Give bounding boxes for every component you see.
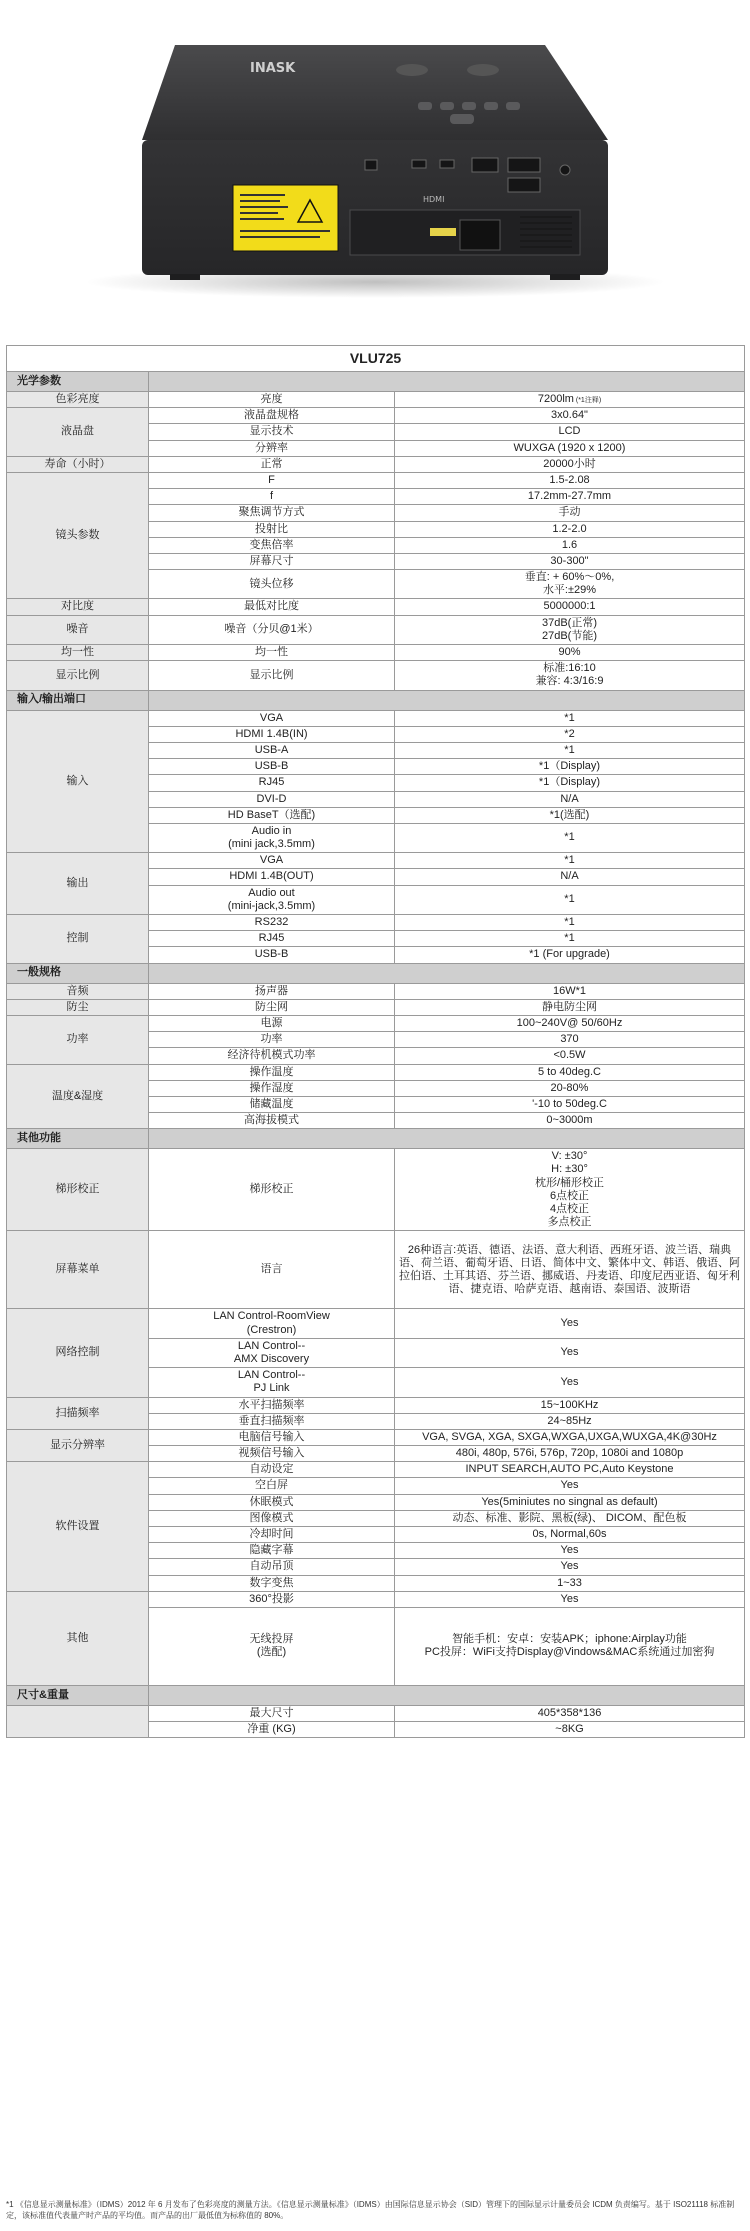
spec-item: 电脑信号输入 <box>149 1429 395 1445</box>
spec-item: HD BaseT（选配) <box>149 807 395 823</box>
spec-item: 语言 <box>149 1231 395 1309</box>
section-heading-filler <box>149 1129 745 1149</box>
spec-value: Yes <box>395 1559 745 1575</box>
spec-item: 投射比 <box>149 521 395 537</box>
spec-item: 高海拔模式 <box>149 1113 395 1129</box>
spec-item: LAN Control-RoomView (Crestron) <box>149 1309 395 1338</box>
spec-value: 17.2mm-27.7mm <box>395 489 745 505</box>
spec-item: 液晶盘规格 <box>149 408 395 424</box>
section-heading-filler <box>149 690 745 710</box>
spec-value: 26种语言:英语、德语、法语、意大利语、西班牙语、波兰语、瑞典语、荷兰语、葡萄牙语、日语、简体中文、繁体中文、韩语、俄语、阿拉伯语、土耳其语、芬兰语、挪威语、丹麦语、印度尼西亚语、匈牙利语、捷克语、哈萨克语、越南语、泰国语、波斯语 <box>395 1231 745 1309</box>
spec-value: 30-300" <box>395 553 745 569</box>
spec-row <box>7 661 745 690</box>
spec-row <box>7 1231 745 1309</box>
spec-item: VGA <box>149 853 395 869</box>
spec-value: Yes <box>395 1543 745 1559</box>
spec-item: HDMI 1.4B(OUT) <box>149 869 395 885</box>
spec-value: 24~85Hz <box>395 1413 745 1429</box>
spec-item: 自动吊顶 <box>149 1559 395 1575</box>
spec-item: 隐藏字幕 <box>149 1543 395 1559</box>
spec-value: *1（Display) <box>395 775 745 791</box>
spec-value: *1 (For upgrade) <box>395 947 745 963</box>
spec-item: 图像模式 <box>149 1510 395 1526</box>
spec-category: 均一性 <box>7 645 149 661</box>
spec-item: 净重 (KG) <box>149 1722 395 1738</box>
spec-row <box>7 1015 745 1031</box>
spec-title-row <box>7 346 745 372</box>
spec-value: 37dB(正常) 27dB(节能) <box>395 615 745 644</box>
spec-item: 操作湿度 <box>149 1080 395 1096</box>
spec-item: 功率 <box>149 1032 395 1048</box>
spec-item: LAN Control-- AMX Discovery <box>149 1338 395 1367</box>
spec-item: 镜头位移 <box>149 570 395 599</box>
spec-value: LCD <box>395 424 745 440</box>
spec-value: *2 <box>395 726 745 742</box>
spec-value: *1(选配) <box>395 807 745 823</box>
spec-value: Yes <box>395 1478 745 1494</box>
spec-value: Yes <box>395 1368 745 1397</box>
section-header-row <box>7 1685 745 1705</box>
projector-illustration <box>0 0 750 340</box>
spec-category: 温度&湿度 <box>7 1064 149 1129</box>
section-heading: 其他功能 <box>7 1129 149 1149</box>
spec-value: 静电防尘网 <box>395 999 745 1015</box>
spec-value: WUXGA (1920 x 1200) <box>395 440 745 456</box>
spec-item: 数字变焦 <box>149 1575 395 1591</box>
spec-category: 色彩亮度 <box>7 392 149 408</box>
spec-value: *1 <box>395 853 745 869</box>
spec-item: 储藏温度 <box>149 1096 395 1112</box>
spec-value: 100~240V@ 50/60Hz <box>395 1015 745 1031</box>
spec-value: V: ±30° H: ±30° 枕形/桶形校正 6点校正 4点校正 多点校正 <box>395 1149 745 1231</box>
section-header-row <box>7 372 745 392</box>
spec-value: 90% <box>395 645 745 661</box>
spec-category: 寿命（小时） <box>7 456 149 472</box>
spec-note: (*1注释) <box>573 397 602 404</box>
spec-value: 3x0.64" <box>395 408 745 424</box>
spec-category: 网络控制 <box>7 1309 149 1397</box>
spec-value: 动态、标准、影院、黑板(绿)、 DICOM、配色板 <box>395 1510 745 1526</box>
spec-value: INPUT SEARCH,AUTO PC,Auto Keystone <box>395 1462 745 1478</box>
spec-item: 最低对比度 <box>149 599 395 615</box>
spec-value: *1 <box>395 915 745 931</box>
spec-item: F <box>149 472 395 488</box>
spec-value: Yes <box>395 1591 745 1607</box>
spec-row <box>7 456 745 472</box>
spec-item: 经济待机模式功率 <box>149 1048 395 1064</box>
product-image <box>0 0 750 340</box>
spec-item: 亮度 <box>149 392 395 408</box>
section-heading-filler <box>149 1685 745 1705</box>
spec-value: *1（Display) <box>395 759 745 775</box>
spec-item: 显示比例 <box>149 661 395 690</box>
spec-item: 最大尺寸 <box>149 1705 395 1721</box>
spec-item: USB-B <box>149 759 395 775</box>
spec-item: Audio in (mini jack,3.5mm) <box>149 823 395 852</box>
spec-item: 屏幕尺寸 <box>149 553 395 569</box>
spec-category: 液晶盘 <box>7 408 149 457</box>
spec-item: 变焦倍率 <box>149 537 395 553</box>
brand-logo: INASK <box>250 61 296 76</box>
spec-category: 显示比例 <box>7 661 149 690</box>
spec-value: 1.2-2.0 <box>395 521 745 537</box>
spec-category: 音频 <box>7 983 149 999</box>
spec-value: VGA, SVGA, XGA, SXGA,WXGA,UXGA,WUXGA,4K@30Hz <box>395 1429 745 1445</box>
spec-item: HDMI 1.4B(IN) <box>149 726 395 742</box>
spec-item: 休眠模式 <box>149 1494 395 1510</box>
spec-item: 分辨率 <box>149 440 395 456</box>
spec-category: 控制 <box>7 915 149 964</box>
spec-row <box>7 1309 745 1338</box>
spec-item: 空白屏 <box>149 1478 395 1494</box>
spec-row <box>7 1397 745 1413</box>
spec-item: f <box>149 489 395 505</box>
spec-item: 垂直扫描频率 <box>149 1413 395 1429</box>
spec-item: 梯形校正 <box>149 1149 395 1231</box>
spec-category: 梯形校正 <box>7 1149 149 1231</box>
spec-category: 功率 <box>7 1015 149 1064</box>
spec-value: 5000000:1 <box>395 599 745 615</box>
spec-item: 360°投影 <box>149 1591 395 1607</box>
spec-value: 智能手机：安卓：安装APK；iphone:Airplay功能 PC投屏：WiFi支持Display@Vindows&MAC系统通过加密狗 <box>395 1607 745 1685</box>
spec-row <box>7 1705 745 1721</box>
spec-item: 水平扫描频率 <box>149 1397 395 1413</box>
spec-value: '-10 to 50deg.C <box>395 1096 745 1112</box>
spec-row <box>7 1429 745 1445</box>
spec-category: 噪音 <box>7 615 149 644</box>
spec-value: 5 to 40deg.C <box>395 1064 745 1080</box>
spec-item: 自动设定 <box>149 1462 395 1478</box>
spec-row <box>7 392 745 408</box>
spec-row <box>7 408 745 424</box>
spec-value: <0.5W <box>395 1048 745 1064</box>
spec-row <box>7 1462 745 1478</box>
section-header-row <box>7 690 745 710</box>
spec-row <box>7 645 745 661</box>
spec-value: 标准:16:10 兼容: 4:3/16:9 <box>395 661 745 690</box>
spec-value: 16W*1 <box>395 983 745 999</box>
spec-value: Yes <box>395 1309 745 1338</box>
spec-value: 480i, 480p, 576i, 576p, 720p, 1080i and 1080p <box>395 1446 745 1462</box>
spec-row <box>7 1064 745 1080</box>
spec-value: *1 <box>395 885 745 914</box>
spec-value: 垂直: + 60%～0%, 水平:±29% <box>395 570 745 599</box>
spec-table <box>6 345 745 1738</box>
section-header-row <box>7 963 745 983</box>
projector-top <box>142 45 608 140</box>
section-heading: 输入/输出端口 <box>7 690 149 710</box>
spec-item: 均一性 <box>149 645 395 661</box>
spec-value: 20-80% <box>395 1080 745 1096</box>
spec-item: 视频信号输入 <box>149 1446 395 1462</box>
section-heading-filler <box>149 963 745 983</box>
spec-row <box>7 983 745 999</box>
spec-row <box>7 615 745 644</box>
hdmi-port-label: HDMI <box>423 195 445 204</box>
spec-row <box>7 1149 745 1231</box>
spec-category: 屏幕菜单 <box>7 1231 149 1309</box>
spec-item: LAN Control-- PJ Link <box>149 1368 395 1397</box>
section-heading: 一般规格 <box>7 963 149 983</box>
spec-value: 405*358*136 <box>395 1705 745 1721</box>
spec-item: 噪音（分贝@1米） <box>149 615 395 644</box>
spec-item: 聚焦调节方式 <box>149 505 395 521</box>
spec-row <box>7 599 745 615</box>
spec-item: 无线投屏 (选配) <box>149 1607 395 1685</box>
spec-value: 手动 <box>395 505 745 521</box>
spec-value: *1 <box>395 823 745 852</box>
spec-category <box>7 1705 149 1737</box>
footnote: *1 《信息显示测量标准》（IDMS）2012 年 6 月发布了色彩亮度的测量方法。《信息显示测量标准》（IDMS）由国际信息显示协会（SID）管理下的国际显示计量委员会 ICDM 负责编写。基于 ISO21118 标准制定，该标准值代表量产时产品的平均值。而产品的出厂最低值为标称值的 80%。 <box>6 2200 735 2220</box>
spec-category: 对比度 <box>7 599 149 615</box>
spec-item: RS232 <box>149 915 395 931</box>
spec-value: 7200lm (*1注释) <box>395 392 745 408</box>
spec-row <box>7 472 745 488</box>
spec-value: 0s, Normal,60s <box>395 1527 745 1543</box>
spec-row <box>7 999 745 1015</box>
spec-value: *1 <box>395 742 745 758</box>
spec-category: 显示分辨率 <box>7 1429 149 1461</box>
spec-row <box>7 853 745 869</box>
spec-value: 1~33 <box>395 1575 745 1591</box>
spec-category: 输入 <box>7 710 149 853</box>
spec-value: *1 <box>395 710 745 726</box>
spec-value: 0~3000m <box>395 1113 745 1129</box>
spec-item: 电源 <box>149 1015 395 1031</box>
spec-title: VLU725 <box>7 346 745 372</box>
spec-category: 其他 <box>7 1591 149 1685</box>
section-heading-filler <box>149 372 745 392</box>
spec-value: N/A <box>395 869 745 885</box>
spec-item: Audio out (mini-jack,3.5mm) <box>149 885 395 914</box>
spec-row <box>7 710 745 726</box>
spec-item: USB-B <box>149 947 395 963</box>
spec-item: 正常 <box>149 456 395 472</box>
spec-category: 防尘 <box>7 999 149 1015</box>
spec-value: 370 <box>395 1032 745 1048</box>
spec-item: VGA <box>149 710 395 726</box>
spec-item: USB-A <box>149 742 395 758</box>
spec-row <box>7 915 745 931</box>
spec-value: 1.5-2.08 <box>395 472 745 488</box>
section-heading: 尺寸&重量 <box>7 1685 149 1705</box>
section-heading: 光学参数 <box>7 372 149 392</box>
spec-value: *1 <box>395 931 745 947</box>
spec-item: 操作温度 <box>149 1064 395 1080</box>
spec-category: 软件设置 <box>7 1462 149 1592</box>
spec-item: 防尘网 <box>149 999 395 1015</box>
spec-category: 镜头参数 <box>7 472 149 599</box>
section-header-row <box>7 1129 745 1149</box>
spec-value: 1.6 <box>395 537 745 553</box>
spec-value: Yes <box>395 1338 745 1367</box>
spec-item: DVI-D <box>149 791 395 807</box>
spec-category: 输出 <box>7 853 149 915</box>
spec-value: 15~100KHz <box>395 1397 745 1413</box>
spec-row <box>7 1591 745 1607</box>
spec-value: N/A <box>395 791 745 807</box>
spec-item: RJ45 <box>149 775 395 791</box>
spec-item: 扬声器 <box>149 983 395 999</box>
spec-item: RJ45 <box>149 931 395 947</box>
spec-value: Yes(5miniutes no singnal as default) <box>395 1494 745 1510</box>
spec-item: 冷却时间 <box>149 1527 395 1543</box>
spec-value: 20000小时 <box>395 456 745 472</box>
spec-category: 扫描频率 <box>7 1397 149 1429</box>
spec-value: ~8KG <box>395 1722 745 1738</box>
spec-item: 显示技术 <box>149 424 395 440</box>
